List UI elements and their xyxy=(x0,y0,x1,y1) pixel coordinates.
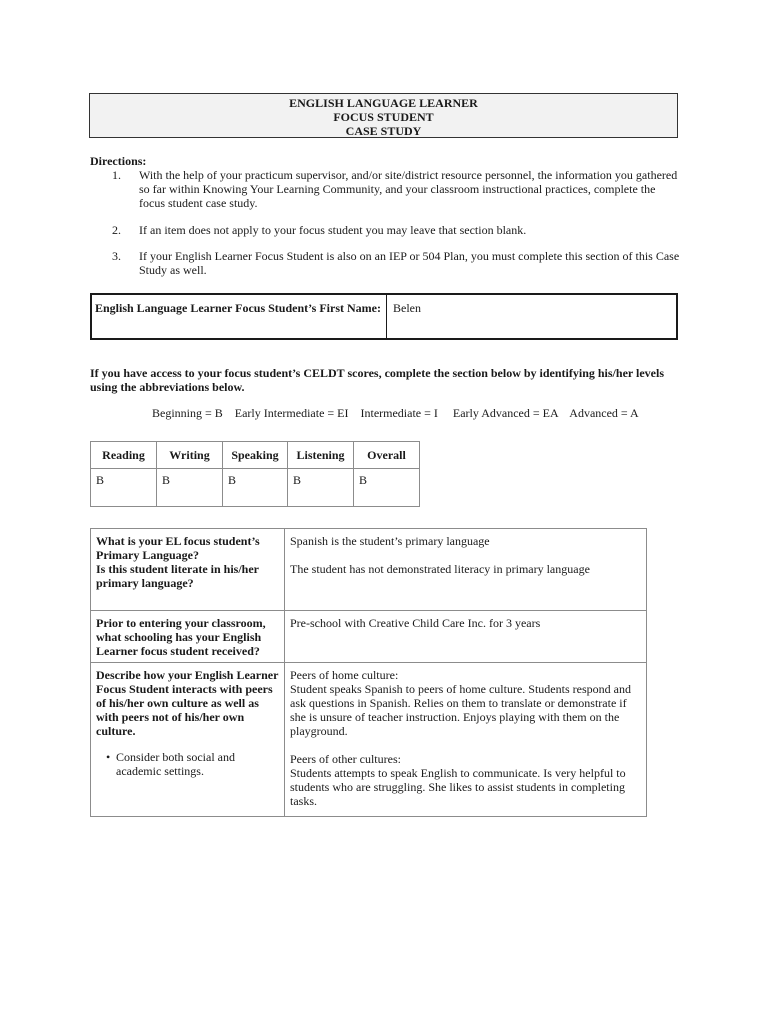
answer-home-heading: Peers of home culture: xyxy=(290,668,399,682)
student-name-box xyxy=(90,293,678,340)
question-cell xyxy=(91,529,285,611)
overall-score[interactable]: B xyxy=(354,469,420,507)
question-row-language xyxy=(91,529,647,611)
celdt-header-row xyxy=(91,442,420,469)
header-speaking: Speaking xyxy=(223,442,288,469)
consider-bullet: • Consider both social and academic settings. xyxy=(116,750,279,778)
answer-other-cultures: Students attempts to speak English to communicate. Is very helpful to students who are struggling. She likes to assist students in completing tasks. xyxy=(290,766,626,808)
answer-home-culture: Student speaks Spanish to peers of home culture. Students respond and ask questions in Spanish. Relies on them to translate or demonstrate if she is unsure of teacher instruction. Enjoys playing with them on the playground. xyxy=(290,682,631,738)
direction-number: 3. xyxy=(112,249,121,263)
celdt-scores-table xyxy=(90,441,420,507)
direction-item-2 xyxy=(112,223,692,239)
direction-number: 1. xyxy=(112,168,121,182)
celdt-abbreviations xyxy=(152,406,639,420)
question-schooling: Prior to entering your classroom, what schooling has your English Learner focus student received? xyxy=(96,616,266,658)
title-line-1: ENGLISH LANGUAGE LEARNER xyxy=(289,96,478,110)
title-line-2: FOCUS STUDENT xyxy=(333,110,434,124)
answer-literacy: The student has not demonstrated literacy in primary language xyxy=(290,562,590,576)
answer-schooling: Pre-school with Creative Child Care Inc. for 3 years xyxy=(290,616,541,630)
question-literacy: Is this student literate in his/her primary language? xyxy=(96,562,259,590)
title-line-3: CASE STUDY xyxy=(345,124,422,138)
abbreviation-legend: Beginning = B Early Intermediate = EI Intermediate = I Early Advanced = EA Advanced = A xyxy=(152,406,639,420)
direction-item-3 xyxy=(112,249,692,279)
celdt-values-row xyxy=(91,469,420,507)
answer-primary-language: Spanish is the student’s primary language xyxy=(290,534,490,548)
direction-text: If your English Learner Focus Student is also on an IEP or 504 Plan, you must complete this section of this Case Study as well. xyxy=(139,249,680,277)
direction-text: If an item does not apply to your focus student you may leave that section blank. xyxy=(139,223,527,237)
speaking-score[interactable]: B xyxy=(223,469,288,507)
listening-score[interactable]: B xyxy=(288,469,354,507)
student-name-label: English Language Learner Focus Student’s First Name: xyxy=(92,295,387,338)
celdt-instructions: If you have access to your focus student’s CELDT scores, complete the section below by identifying his/her levels using the abbreviations below. xyxy=(90,366,664,394)
student-name-field[interactable]: Belen xyxy=(393,301,421,315)
question-cell xyxy=(91,663,285,817)
question-row-schooling xyxy=(91,611,647,663)
document-title-box xyxy=(89,93,678,138)
question-cell xyxy=(91,611,285,663)
question-primary-language: What is your EL focus student’s Primary Language? xyxy=(96,534,260,562)
header-reading: Reading xyxy=(91,442,157,469)
header-listening: Listening xyxy=(288,442,354,469)
case-study-questions-table xyxy=(90,528,647,817)
answer-other-heading: Peers of other cultures: xyxy=(290,752,401,766)
answer-cell[interactable] xyxy=(285,611,647,663)
consider-list xyxy=(96,750,279,778)
directions-label: Directions: xyxy=(90,154,147,168)
writing-score[interactable]: B xyxy=(157,469,223,507)
reading-score[interactable]: B xyxy=(91,469,157,507)
question-peer-interaction: Describe how your English Learner Focus Student interacts with peers of his/her own culture as well as with peers not of his/her own culture. xyxy=(96,668,279,738)
header-writing: Writing xyxy=(157,442,223,469)
answer-cell[interactable] xyxy=(285,663,647,817)
header-overall: Overall xyxy=(354,442,420,469)
answer-cell[interactable] xyxy=(285,529,647,611)
direction-text: With the help of your practicum supervisor, and/or site/district resource personnel, the information you gathered so far within Knowing Your Learning Community, and your classroom instructional practices, complete the focus student case study. xyxy=(139,168,678,210)
question-row-peers xyxy=(91,663,647,817)
direction-item-1 xyxy=(112,168,692,212)
direction-number: 2. xyxy=(112,223,121,237)
